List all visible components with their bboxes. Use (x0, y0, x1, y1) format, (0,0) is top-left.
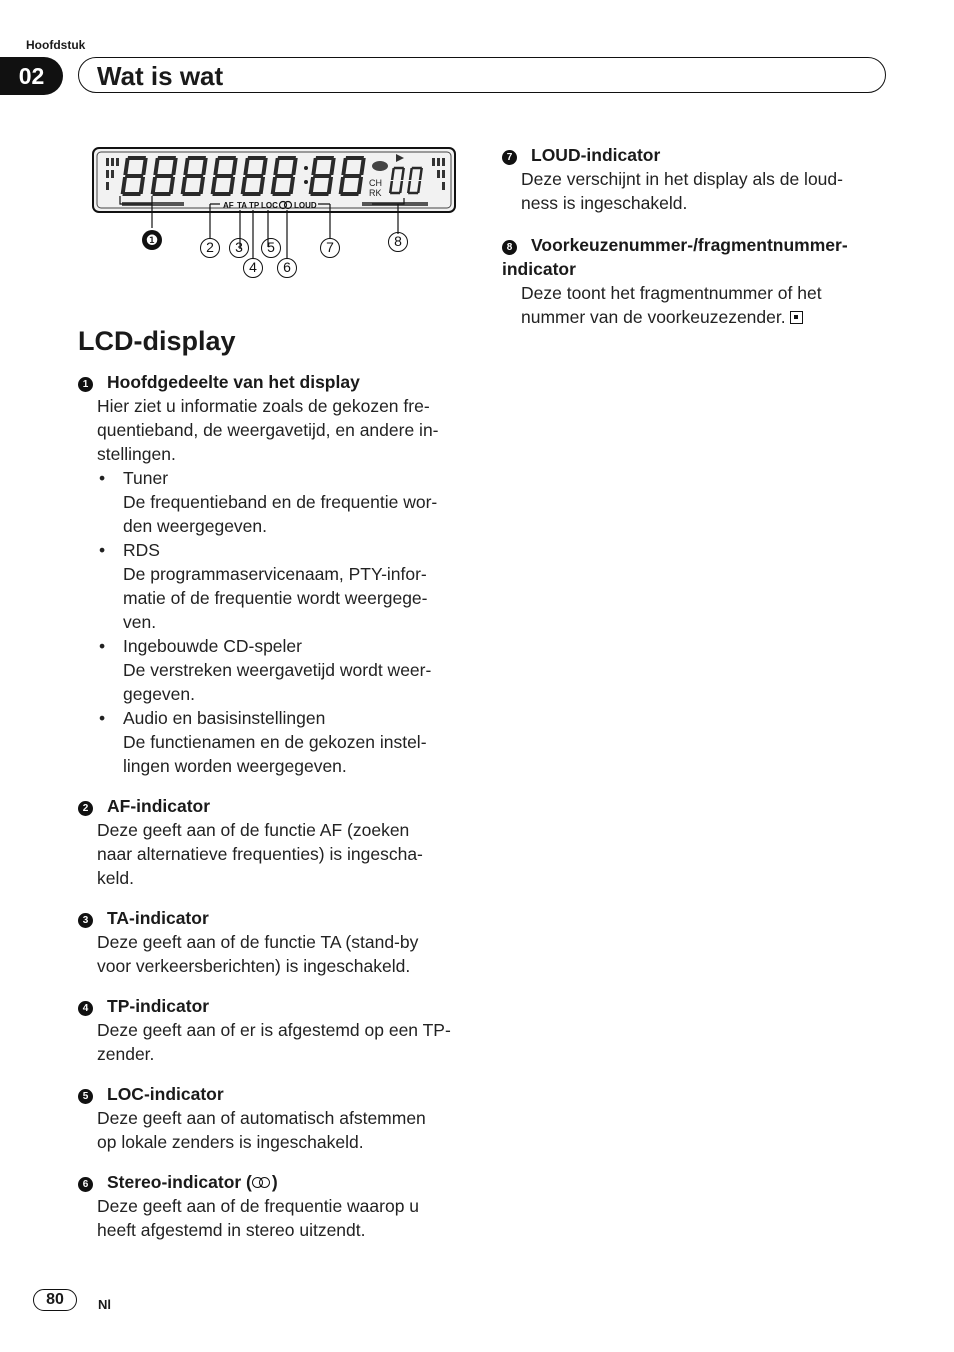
af-label: AF (223, 201, 234, 210)
bullet-item: • Ingebouwde CD-speler De verstreken weergavetijd wordt weer- gegeven. (97, 634, 478, 706)
item-6: 6 Stereo-indicator ( ) Deze geeft aan of de frequentie waarop u heeft afgestemd in stereo uitzendt. (78, 1170, 478, 1242)
bullet-item: • Tuner De frequentieband en de frequentie wor- den weergegeven. (97, 466, 478, 538)
callout-5: 5 (261, 238, 281, 258)
callout-2: 2 (200, 238, 220, 258)
callout-3: 3 (229, 238, 249, 258)
language-code: Nl (98, 1297, 111, 1312)
item-3: 3 TA-indicator Deze geeft aan of de functie TA (stand-by voor verkeersberichten) is ingeschakeld. (78, 906, 478, 978)
item-8: 8 Voorkeuzenummer-/fragmentnummer- indicator Deze toont het fragmentnummer of het nummer van de voorkeuzezender. (502, 235, 848, 327)
callout-6: 6 (277, 258, 297, 278)
ch-label: CH (369, 178, 382, 188)
item-7: 7 LOUD-indicator Deze verschijnt in het display als de loud- ness is ingeschakeld. (502, 143, 902, 215)
chapter-number: 02 (0, 57, 63, 95)
stereo-icon (252, 1177, 272, 1188)
callout-8: 8 (388, 232, 408, 252)
callout-7: 7 (320, 238, 340, 258)
callout-4: 4 (243, 258, 263, 278)
section-title: LCD-display (78, 326, 236, 356)
rk-label: RK (369, 188, 382, 198)
ta-label: TA (237, 201, 248, 210)
end-of-section-icon (790, 311, 803, 324)
item-title: Hoofdgedeelte van het display (107, 372, 360, 392)
item-2: 2 AF-indicator Deze geeft aan of de functie AF (zoeken naar alternatieve frequenties) is ingescha- keld. (78, 794, 478, 890)
tp-label: TP (249, 201, 260, 210)
item-5: 5 LOC-indicator Deze geeft aan of automatisch afstemmen op lokale zenders is ingeschakeld. (78, 1082, 478, 1154)
item-number: 1 (78, 377, 93, 392)
loc-label: LOC (261, 201, 278, 210)
item-4: 4 TP-indicator Deze geeft aan of er is afgestemd op een TP- zender. (78, 994, 478, 1066)
chapter-label: Hoofdstuk (26, 38, 86, 52)
callout-1: ❶ (142, 230, 162, 250)
bullet-item: • Audio en basisinstellingen De functienamen en de gekozen instel- lingen worden weergegeven. (97, 706, 478, 778)
right-column (502, 143, 902, 345)
page-number: 80 (33, 1289, 77, 1311)
chapter-title-bar (78, 57, 886, 93)
bullet-item: • RDS De programmaservicenaam, PTY-infor- matie of de frequentie wordt weergege- ven. (97, 538, 478, 634)
left-column (78, 322, 478, 1258)
bullet-list (97, 466, 478, 778)
item-1: 1 Hoofdgedeelte van het display Hier ziet u informatie zoals de gekozen fre- quentieband, de weergavetijd, en andere in- stellingen. • Tuner De frequentieband en de frequentie wor- den weergegeven. • RDS De programmaservicenaam, PTY-infor- matie of de frequentie wordt weergege- ven. • Ingebouwde CD-speler De verstreken weergavetijd wordt weer- gegeven. • Audio en basisinstellingen De functienamen en de gekozen instel- lingen worden weergegeven. (78, 370, 478, 778)
loud-label: LOUD (294, 201, 317, 210)
chapter-title: Wat is wat (97, 61, 224, 91)
